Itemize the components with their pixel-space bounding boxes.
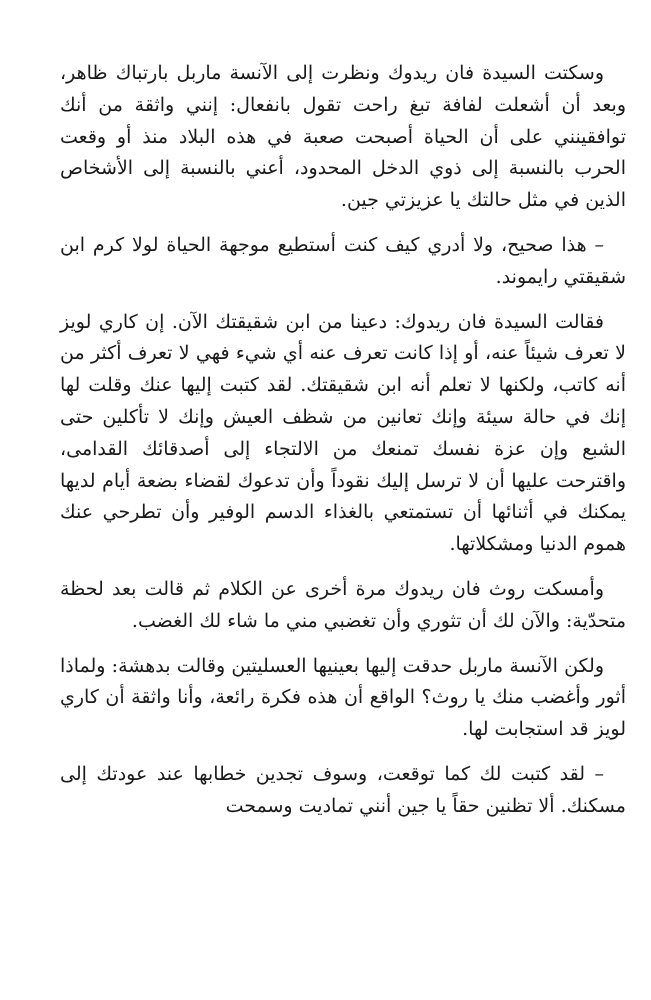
book-page (60, 58, 626, 823)
paragraph-2: – هذا صحيح، ولا أدري كيف كنت أستطيع موجهة الحياة لولا كرم ابن شقيقتي رايموند. (60, 233, 626, 288)
paragraph-4: وأمسكت روث فان ريدوك مرة أخرى عن الكلام ثم قالت بعد لحظة متحدّية: والآن لك أن تثوري وأن تغضبي مني ما شاء لك الغضب. (60, 577, 626, 632)
paragraph-3: فقالت السيدة فان ريدوك: دعينا من ابن شقيقتك الآن. إن كاري لويز لا تعرف شيئاً عنه، أو إذا كانت تعرف عنه أي شيء فهي لا تعرف أكثر من أنه كاتب، ولكنها لا تعلم أنه ابن شقيقتك. لقد كتبت إليها عنك وقلت لها إنك في حالة سيئة وإنك تعانين من شظف العيش وإنك لا تأكلين حتى الشبع وإن عزة نفسك تمنعك من الالتجاء إلى أصدقائك القدامى، واقترحت عليها أن لا ترسل إليك نقوداً وأن تدعوك لقضاء بضعة أيام لديها يمكنك في أثنائها أن تستمتعي بالغذاء الدسم الوفير وأن تطرحي عنك هموم الدنيا ومشكلاتها. (60, 310, 627, 556)
paragraph-6: – لقد كتبت لك كما توقعت، وسوف تجدين خطابها عند عودتك إلى مسكنك. ألا تظنين حقاً يا جين أنني تماديت وسمحت (60, 762, 626, 817)
paragraph-1: وسكتت السيدة فان ريدوك ونظرت إلى الآنسة ماربل بارتباك ظاهر، وبعد أن أشعلت لفافة تبغ راحت تقول بانفعال: إنني واثقة من أنك توافقينني على أن الحياة أصبحت صعبة في هذه البلاد منذ أو وقعت الحرب بالنسبة إلى ذوي الدخل المحدود، أعني بالنسبة إلى الأشخاص الذين في مثل حالتك يا عزيزتي جين. (60, 62, 626, 212)
paragraph-5: ولكن الآنسة ماربل حدقت إليها بعينيها العسليتين وقالت بدهشة: ولماذا أثور وأغضب منك يا روث؟ الواقع أن هذه فكرة رائعة، وأنا واثقة أن كاري لويز قد استجابت لها. (60, 654, 626, 741)
